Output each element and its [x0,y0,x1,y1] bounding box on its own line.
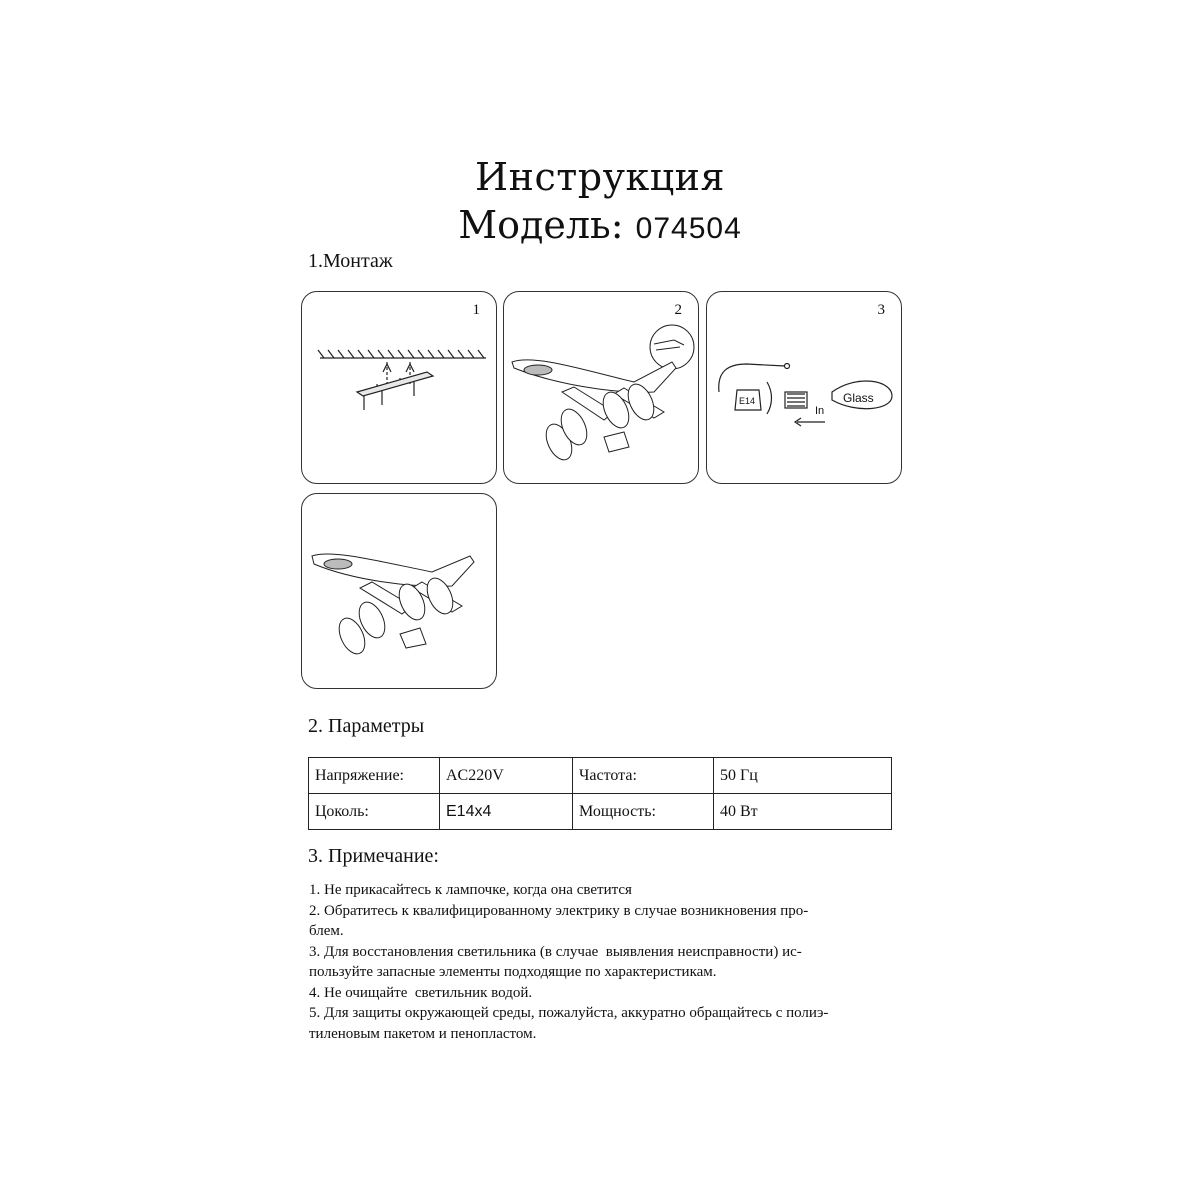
glass-label: Glass [843,391,874,405]
step-number: 1 [472,302,480,318]
table-row [309,758,892,794]
power-value: 40 Вт [714,794,892,830]
socket-type-label: Цоколь: [309,794,440,830]
step-number: 2 [674,302,682,318]
model-number: 074504 [635,212,742,245]
note-line: 1. Не прикасайтесь к лампочке, когда она светится [309,882,632,898]
note-line: 5. Для защиты окружающей среды, пожалуйста, аккуратно обращайтесь с полиэ- [309,1005,829,1021]
note-line: 2. Обратитесь к квалифицированному электрику в случае возникновения про- [309,902,809,919]
mounting-step-4-panel [301,493,497,689]
parameters-table [308,757,892,830]
ceiling-mount-illustration [302,292,496,483]
assembled-airplane-illustration [302,494,496,688]
table-row [309,794,892,830]
airplane-lamp-illustration [504,292,698,483]
notes-list [309,880,909,1044]
section-title-parameters: 2. Параметры [308,715,425,737]
note-line: 4. Не очищайте светильник водой. [309,984,533,1001]
mounting-step-1-panel [301,291,497,484]
step-number: 3 [877,302,885,318]
model-line [0,203,1200,247]
voltage-label: Напряжение: [309,758,440,794]
section-title-mounting: 1.Монтаж [308,250,393,272]
model-label: Модель: [458,203,624,247]
mounting-step-2-panel [503,291,699,484]
insert-label: In [815,405,825,417]
note-line: 3. Для восстановления светильника (в случае выявления неисправности) ис- [309,943,802,960]
note-line: пользуйте запасные элементы подходящие по характеристикам. [309,964,717,980]
voltage-value: AC220V [440,758,573,794]
note-line: тиленовым пакетом и пенопластом. [309,1025,537,1042]
mounting-step-3-panel [706,291,902,484]
note-line: блем. [309,923,344,939]
frequency-label: Частота: [573,758,714,794]
socket-label: E14 [739,396,756,406]
section-title-notes: 3. Примечание: [308,845,439,867]
bulb-glass-illustration [707,292,901,483]
frequency-value: 50 Гц [714,758,892,794]
document-title: Инструкция [475,155,725,199]
socket-type-value: E14x4 [440,794,573,830]
power-label: Мощность: [573,794,714,830]
